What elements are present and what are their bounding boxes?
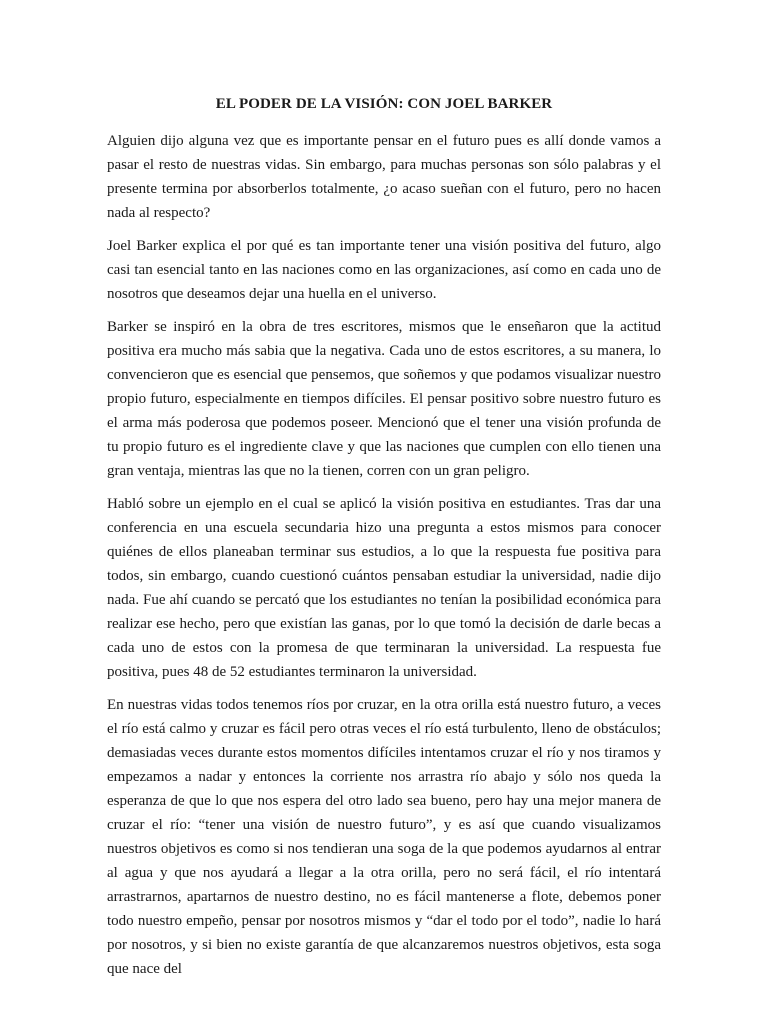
paragraph-barker-inspiration: Barker se inspiró en la obra de tres escritores, mismos que le enseñaron que la actitud positiva era mucho más sabia que la negativa. Cada uno de estos escritores, a su manera, lo convencieron que es esencial que pensemos, que soñemos y que podamos visualizar nuestro propio futuro, especialmente en tiempos difíciles. El pensar positivo sobre nuestro futuro es el arma más poderosa que podemos poseer. Mencionó que el tener una visión profunda de tu propio futuro es el ingrediente clave y que las naciones que cumplen con ello tienen una gran ventaja, mientras las que no la tienen, corren con un gran peligro. xyxy=(107,319,661,479)
paragraph-intro: Alguien dijo alguna vez que es importante pensar en el futuro pues es allí donde vamos a pasar el resto de nuestras vidas. Sin embargo, para muchas personas son sólo palabras y el presente termina por absorberlos totalmente, ¿o acaso sueñan con el futuro, pero no hacen nada al respecto? xyxy=(107,133,661,221)
document-title: EL PODER DE LA VISIÓN: CON JOEL BARKER xyxy=(215,96,553,112)
paragraph-students-example: Habló sobre un ejemplo en el cual se aplicó la visión positiva en estudiantes. Tras dar una conferencia en una escuela secundaria hizo una pregunta a estos mismos para conocer quiénes de ellos planeaban terminar sus estudios, a lo que la respuesta fue positiva para todos, sin embargo, cuando cuestionó cuántos pensaban estudiar la universidad, nadie dijo nada. Fue ahí cuando se percató que los estudiantes no tenían la posibilidad económica para realizar ese hecho, pero que existían las ganas, por lo que tomó la decisión de darle becas a cada uno de estos con la promesa de que terminaran la universidad. La respuesta fue positiva, pues 48 de 52 estudiantes terminaron la universidad. xyxy=(107,496,661,680)
paragraph-rivers: En nuestras vidas todos tenemos ríos por cruzar, en la otra orilla está nuestro futuro, a veces el río está calmo y cruzar es fácil pero otras veces el río está turbulento, lleno de obstáculos; demasiadas veces durante estos momentos difíciles intentamos cruzar el río y nos tiramos y empezamos a nadar y entonces la corriente nos arrastra río abajo y sólo nos queda la esperanza de que lo que nos espera del otro lado sea bueno, pero hay una mejor manera de cruzar el río: “tener una visión de nuestro futuro”, y es así que cuando visualizamos nuestros objetivos es como si nos tendieran una soga de la que podemos ayudarnos al entrar al agua y que nos ayudará a llegar a la otra orilla, pero no será fácil, el río intentará arrastrarnos, apartarnos de nuestro destino, no es fácil mantenerse a flote, debemos poner todo nuestro empeño, pensar por nosotros mismos y “dar el todo por el todo”, nadie lo hará por nosotros, y si bien no existe garantía de que alcanzaremos nuestros objetivos, esta soga que nace del xyxy=(107,697,661,977)
paragraph-barker-explains: Joel Barker explica el por qué es tan importante tener una visión positiva del futuro, algo casi tan esencial tanto en las naciones como en las organizaciones, así como en cada uno de nosotros que deseamos dejar una huella en el universo. xyxy=(107,238,661,302)
